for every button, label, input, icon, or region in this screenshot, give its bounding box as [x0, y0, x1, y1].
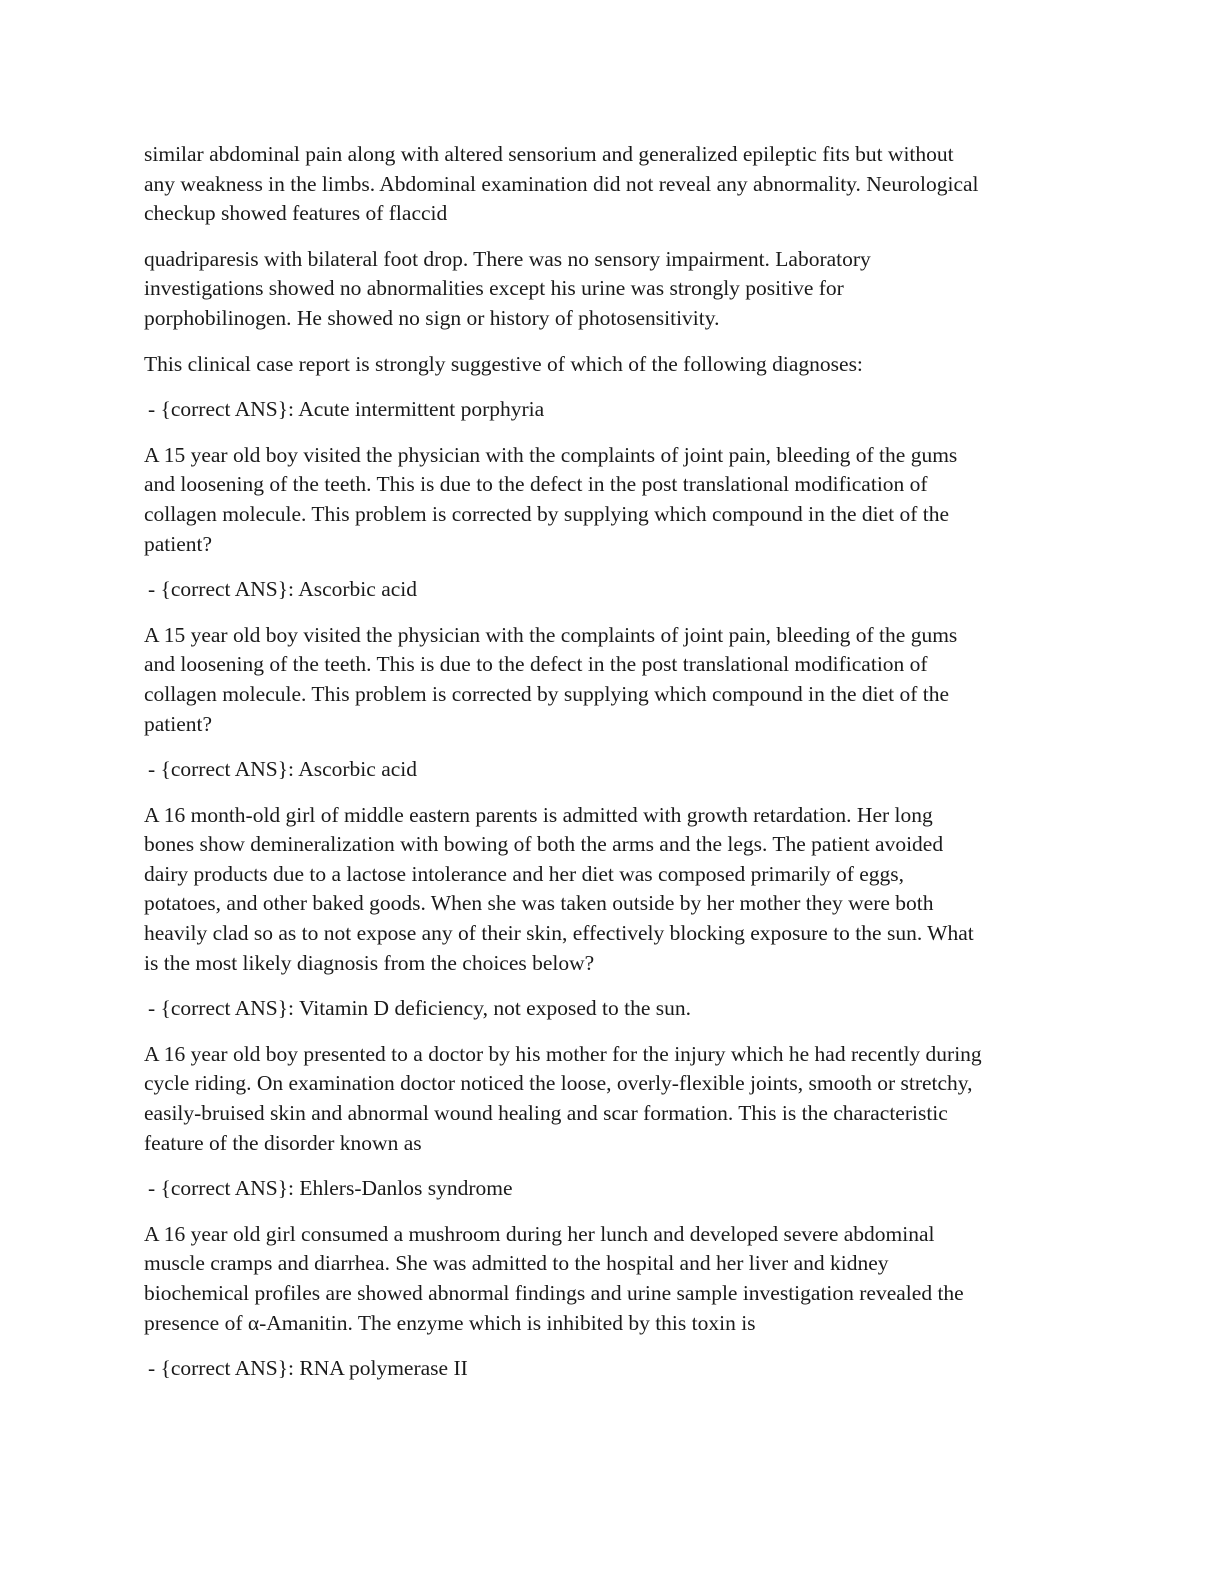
answer-line: - {correct ANS}: Acute intermittent porphyria	[148, 397, 545, 422]
answer-line: - {correct ANS}: Ascorbic acid	[148, 757, 418, 782]
paragraph-case-findings: quadriparesis with bilateral foot drop. There was no sensory impairment. Laboratory investigations showed no abnormalities except his urine was strongly positive for porphobilinogen. He showed no sign or history of photosensitivity.	[144, 246, 871, 330]
question-paragraph: A 16 year old girl consumed a mushroom during her lunch and developed severe abdominal muscle cramps and diarrhea. She was admitted to the hospital and her liver and kidney biochemical profiles are showed abnormal findings and urine sample investigation revealed the presence of α-Amanitin. The enzyme which is inhibited by this toxin is	[144, 1221, 964, 1335]
question-paragraph: A 16 year old boy presented to a doctor by his mother for the injury which he had recently during cycle riding. On examination doctor noticed the loose, overly-flexible joints, smooth or stretchy, easily-bruised skin and abnormal wound healing and scar formation. This is the characteristic feature of the disorder known as	[144, 1041, 982, 1155]
paragraph-case-continuation: similar abdominal pain along with altered sensorium and generalized epileptic fits but without any weakness in the limbs. Abdominal examination did not reveal any abnormality. Neurological checkup showed features of flaccid	[144, 142, 979, 226]
question-paragraph: A 15 year old boy visited the physician with the complaints of joint pain, bleeding of the gums and loosening of the teeth. This is due to the defect in the post translational modification of collagen molecule. This problem is corrected by supplying which compound in the diet of the patient?	[144, 442, 958, 556]
question-prompt: This clinical case report is strongly suggestive of which of the following diagnoses:	[144, 351, 863, 376]
answer-line: - {correct ANS}: Ascorbic acid	[148, 577, 418, 602]
answer-line: - {correct ANS}: RNA polymerase II	[148, 1356, 468, 1381]
document-page	[144, 140, 1074, 1400]
question-paragraph: A 16 month-old girl of middle eastern parents is admitted with growth retardation. Her long bones show demineralization with bowing of both the arms and the legs. The patient avoided dairy products due to a lactose intolerance and her diet was composed primarily of eggs, potatoes, and other baked goods. When she was taken outside by her mother they were both heavily clad so as to not expose any of their skin, effectively blocking exposure to the sun. What is the most likely diagnosis from the choices below?	[144, 802, 974, 975]
answer-line: - {correct ANS}: Ehlers-Danlos syndrome	[148, 1176, 513, 1201]
answer-line: - {correct ANS}: Vitamin D deficiency, not exposed to the sun.	[148, 996, 691, 1021]
question-paragraph: A 15 year old boy visited the physician with the complaints of joint pain, bleeding of the gums and loosening of the teeth. This is due to the defect in the post translational modification of collagen molecule. This problem is corrected by supplying which compound in the diet of the patient?	[144, 622, 958, 736]
